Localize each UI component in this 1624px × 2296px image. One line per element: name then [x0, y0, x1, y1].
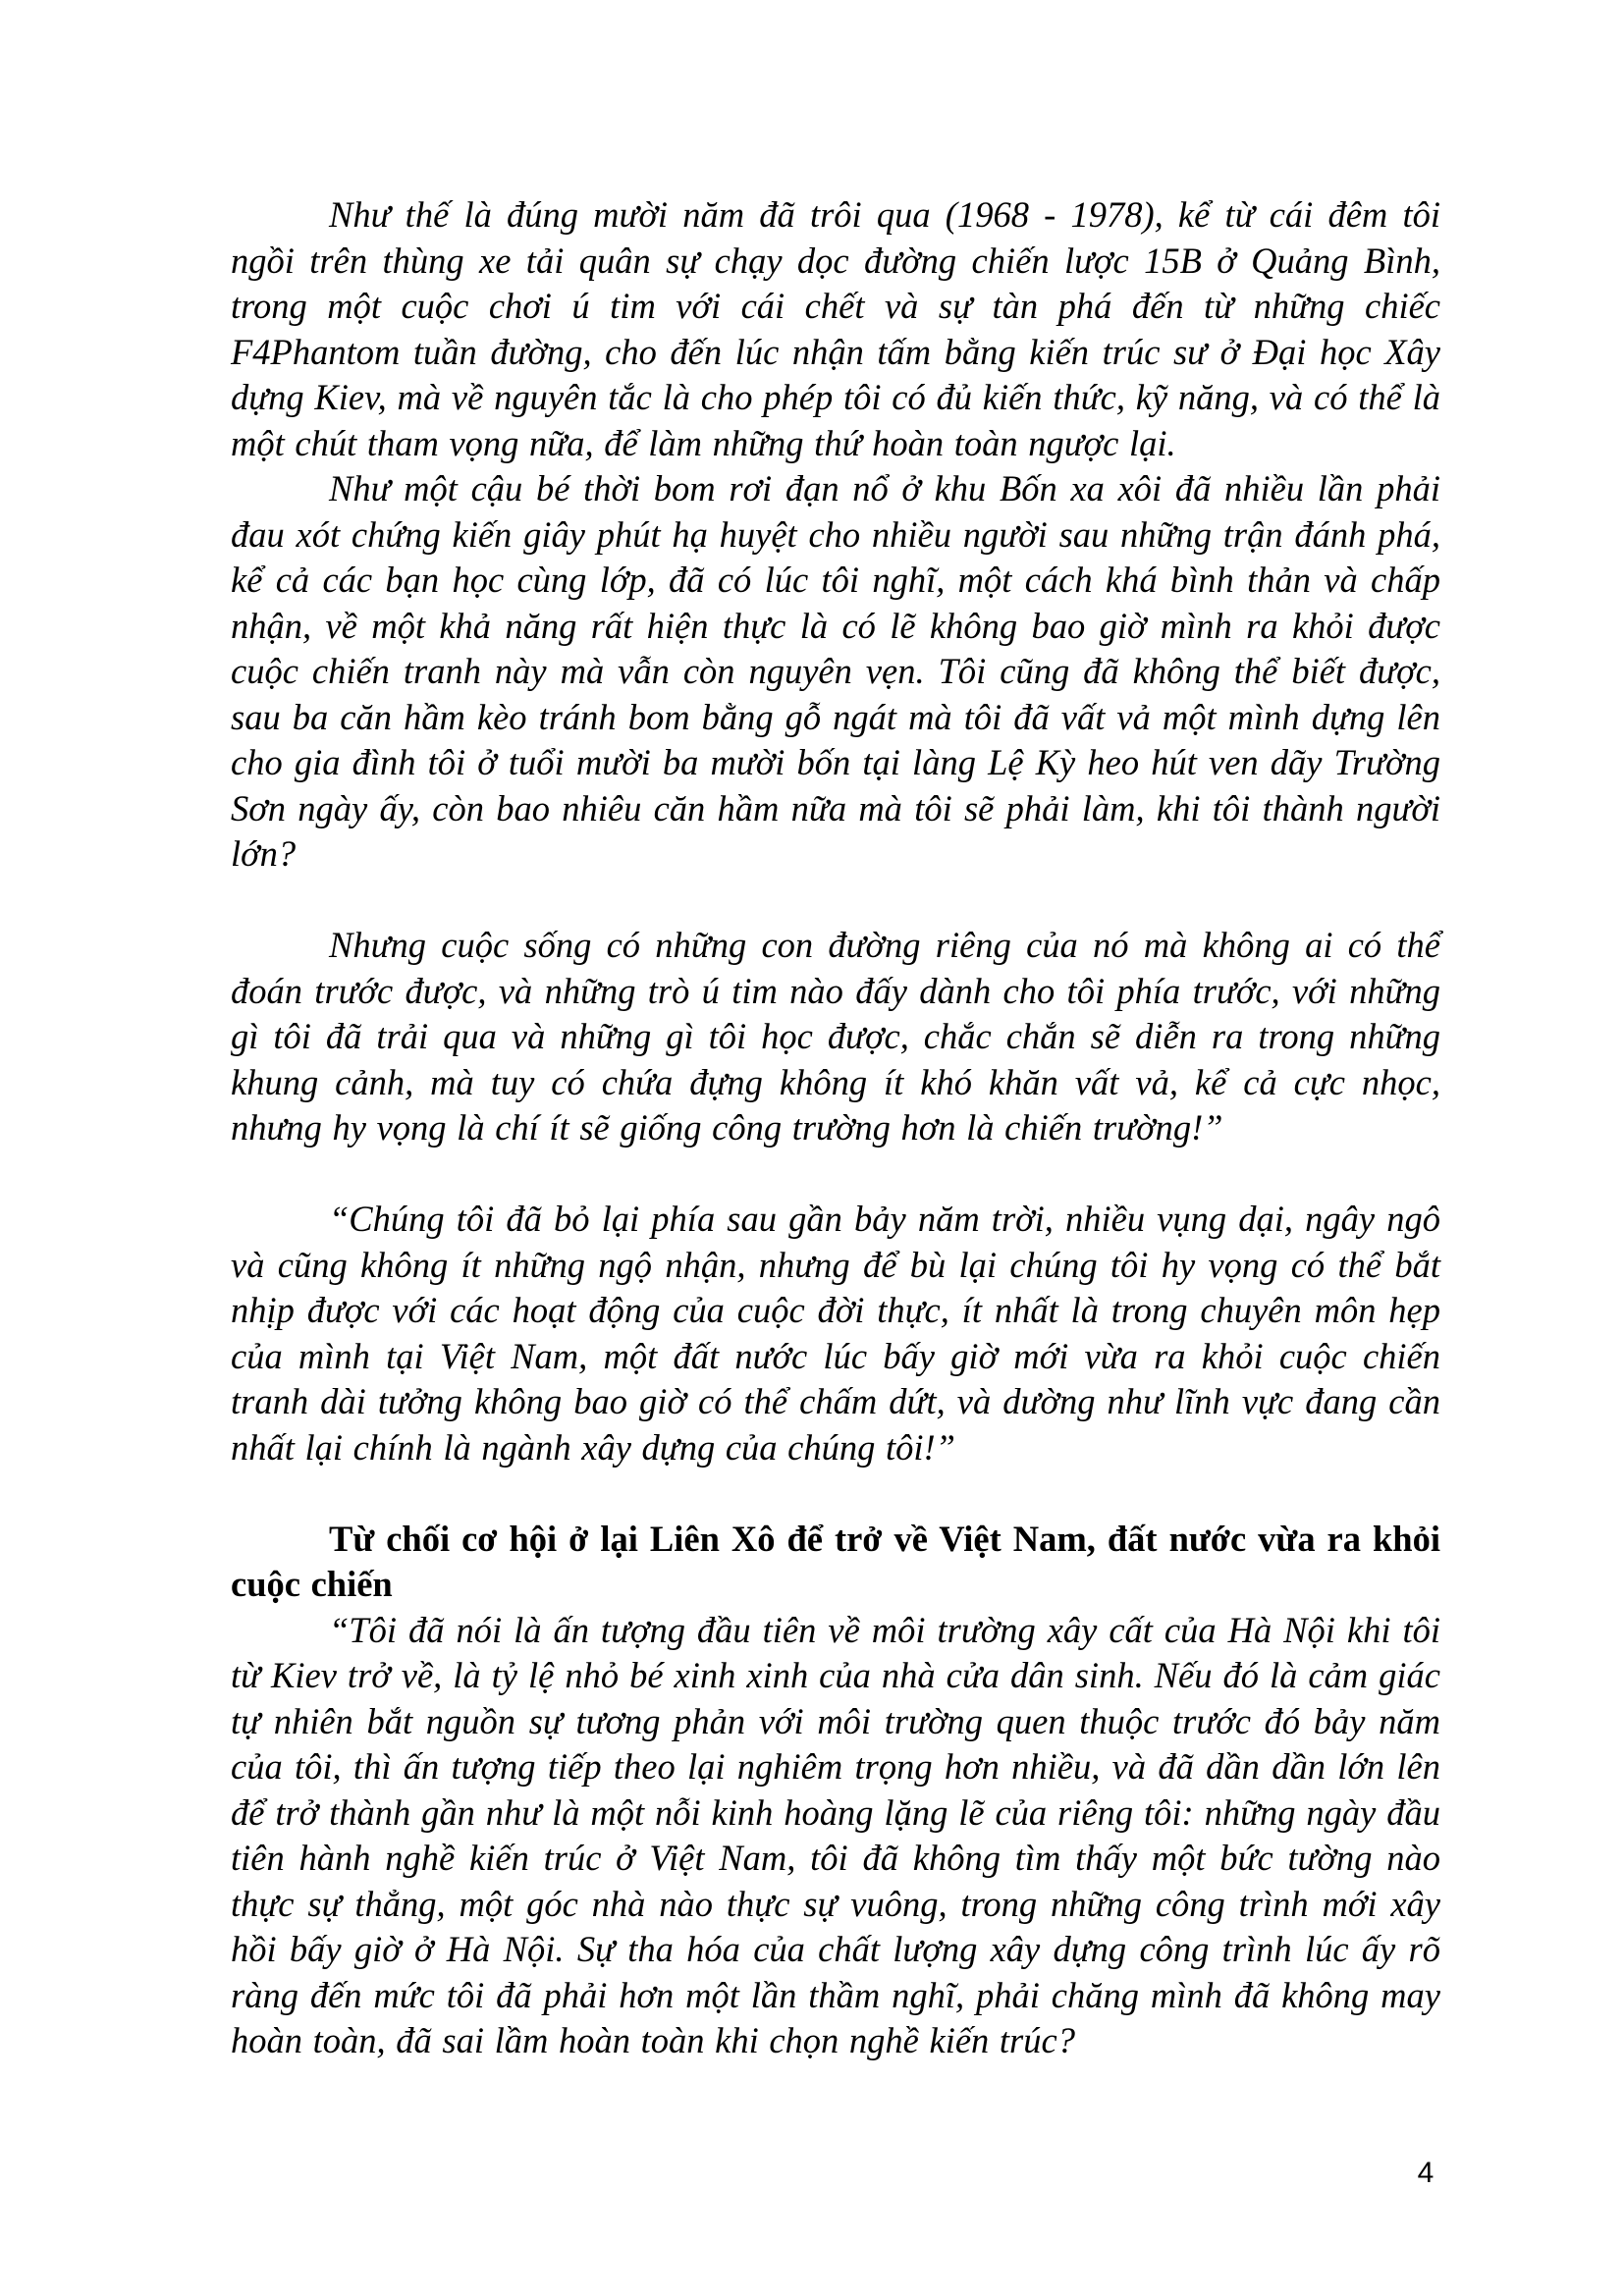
section-heading: Từ chối cơ hội ở lại Liên Xô để trở về Việt Nam, đất nước vừa ra khỏi cuộc chiến — [231, 1518, 1440, 1604]
page-number: 4 — [1417, 2157, 1435, 2189]
paragraph: Như một cậu bé thời bom rơi đạn nổ ở khu Bốn xa xôi đã nhiều lần phải đau xót chứng kiến giây phút hạ huyệt cho nhiều người sau những trận đánh phá, kể cả các bạn học cùng lớp, đã có lúc tôi nghĩ, một cách khá bình thản và chấp nhận, về một khả năng rất hiện thực là có lẽ không bao giờ mình ra khỏi được cuộc chiến tranh này mà vẫn còn nguyên vẹn. Tôi cũng đã không thể biết được, sau ba căn hầm kèo tránh bom bằng gỗ ngát mà tôi đã vất vả một mình dựng lên cho gia đình tôi ở tuổi mười ba mười bốn tại làng Lệ Kỳ heo hút ven dãy Trường Sơn ngày ấy, còn bao nhiêu căn hầm nữa mà tôi sẽ phải làm, khi tôi thành người lớn? — [231, 468, 1440, 874]
paragraph: Nhưng cuộc sống có những con đường riêng của nó mà không ai có thể đoán trước được, và những trò ú tim nào đấy dành cho tôi phía trước, với những gì tôi đã trải qua và những gì tôi học được, chắc chắn sẽ diễn ra trong những khung cảnh, mà tuy có chứa đựng không ít khó khăn vất vả, kể cả cực nhọc, nhưng hy vọng là chí ít sẽ giống công trường hơn là chiến trường!” — [231, 925, 1440, 1148]
paragraph: Như thế là đúng mười năm đã trôi qua (1968 - 1978), kể từ cái đêm tôi ngồi trên thùng xe tải quân sự chạy dọc đường chiến lược 15B ở Quảng Bình, trong một cuộc chơi ú tim với cái chết và sự tàn phá đến từ những chiếc F4Phantom tuần đường, cho đến lúc nhận tấm bằng kiến trúc sư ở Đại học Xây dựng Kiev, mà về nguyên tắc là cho phép tôi có đủ kiến thức, kỹ năng, và có thể là một chút tham vọng nữa, để làm những thứ hoàn toàn ngược lại. — [231, 194, 1440, 463]
paragraph: “Tôi đã nói là ấn tượng đầu tiên về môi trường xây cất của Hà Nội khi tôi từ Kiev trở về, là tỷ lệ nhỏ bé xinh xinh của nhà cửa dân sinh. Nếu đó là cảm giác tự nhiên bắt nguồn sự tương phản với môi trường quen thuộc trước đó bảy năm của tôi, thì ấn tượng tiếp theo lại nghiêm trọng hơn nhiều, và đã dần dần lớn lên để trở thành gần như là một nỗi kinh hoàng lặng lẽ của riêng tôi: những ngày đầu tiên hành nghề kiến trúc ở Việt Nam, tôi đã không tìm thấy một bức tường nào thực sự thẳng, một góc nhà nào thực sự vuông, trong những công trình mới xây hồi bấy giờ ở Hà Nội. Sự tha hóa của chất lượng xây dựng công trình lúc ấy rõ ràng đến mức tôi đã phải hơn một lần thầm nghĩ, phải chăng mình đã không may hoàn toàn, đã sai lầm hoàn toàn khi chọn nghề kiến trúc? — [231, 1609, 1440, 2060]
paragraph: “Chúng tôi đã bỏ lại phía sau gần bảy năm trời, nhiều vụng dại, ngây ngô và cũng không ít những ngộ nhận, nhưng để bù lại chúng tôi hy vọng có thể bắt nhịp được với các hoạt động của cuộc đời thực, ít nhất là trong chuyên môn hẹp của mình tại Việt Nam, một đất nước lúc bấy giờ mới vừa ra khỏi cuộc chiến tranh dài tưởng không bao giờ có thể chấm dứt, và dường như lĩnh vực đang cần nhất lại chính là ngành xây dựng của chúng tôi!” — [231, 1199, 1440, 1468]
text-block — [231, 192, 1440, 2064]
